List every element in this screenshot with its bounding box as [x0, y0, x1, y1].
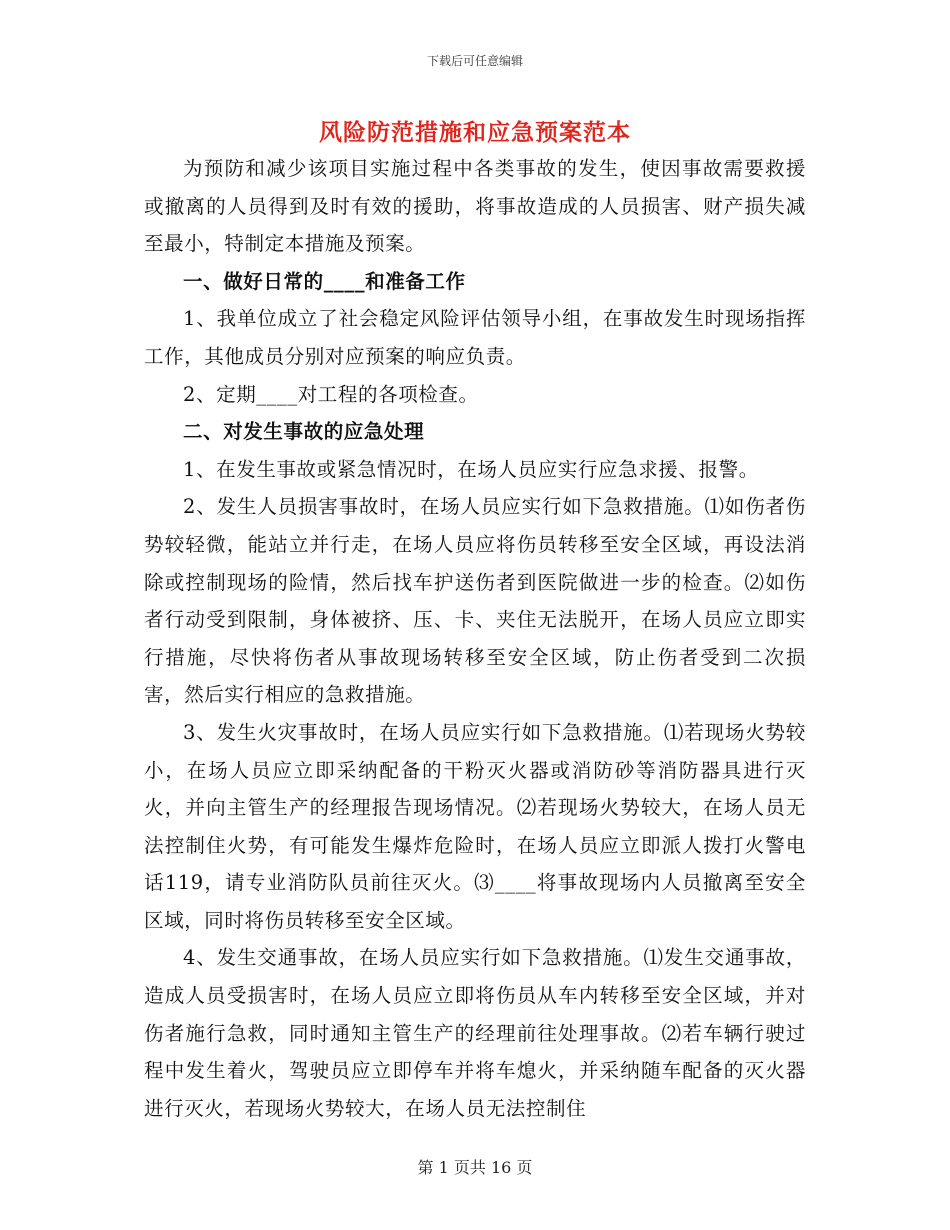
intro-paragraph: 为预防和减少该项目实施过程中各类事故的发生，使因事故需要救援或撤离的人员得到及时有效的援助，将事故造成的人员损害、财产损失减至最小，特制定本措施及预案。	[144, 157, 806, 256]
paragraph-2-3: 3、发生火灾事故时，在场人员应实行如下急救措施。⑴若现场火势较小，在场人员应立即采纳配备的干粉灭火器或消防砂等消防器具进行灭火，并向主管生产的经理报告现场情况。⑵若现场火势较大，在场人员无法控制住火势，有可能发生爆炸危险时，在场人员应立即派人拨打火警电话119，请专业消防队员前往灭火。⑶____将事故现场内人员撤离至安全区域，同时将伤员转移至安全区域。	[144, 720, 806, 932]
paragraph-2-1: 1、在发生事故或紧急情况时，在场人员应实行应急求援、报警。	[183, 457, 759, 481]
section-heading-2: 二、对发生事故的应急处理	[183, 420, 425, 444]
page-header: 下载后可任意编辑	[426, 54, 523, 68]
section-heading-1: 一、做好日常的____和准备工作	[183, 269, 466, 293]
paragraph-1-1: 1、我单位成立了社会稳定风险评估领导小组，在事故发生时现场指挥工作，其他成员分别对应预案的响应负责。	[144, 307, 806, 368]
document-title: 风险防范措施和应急预案范本	[319, 119, 631, 146]
page-footer: 第 1 页共 16 页	[417, 1158, 533, 1177]
document-body	[144, 150, 806, 1127]
paragraph-2-2: 2、发生人员损害事故时，在场人员应实行如下急救措施。⑴如伤者伤势较轻微，能站立并行走，在场人员应将伤员转移至安全区域，再设法消除或控制现场的险情，然后找车护送伤者到医院做进一步的检查。⑵如伤者行动受到限制，身体被挤、压、卡、夹住无法脱开，在场人员应立即实行措施，尽快将伤者从事故现场转移至安全区域，防止伤者受到二次损害，然后实行相应的急救措施。	[144, 495, 806, 707]
paragraph-2-4: 4、发生交通事故，在场人员应实行如下急救措施。⑴发生交通事故，造成人员受损害时，在场人员应立即将伤员从车内转移至安全区域，并对伤者施行急救，同时通知主管生产的经理前往处理事故。⑵若车辆行驶过程中发生着火，驾驶员应立即停车并将车熄火，并采纳随车配备的灭火器进行灭火，若现场火势较大，在场人员无法控制住	[144, 946, 806, 1120]
paragraph-1-2: 2、定期____对工程的各项检查。	[183, 382, 479, 406]
